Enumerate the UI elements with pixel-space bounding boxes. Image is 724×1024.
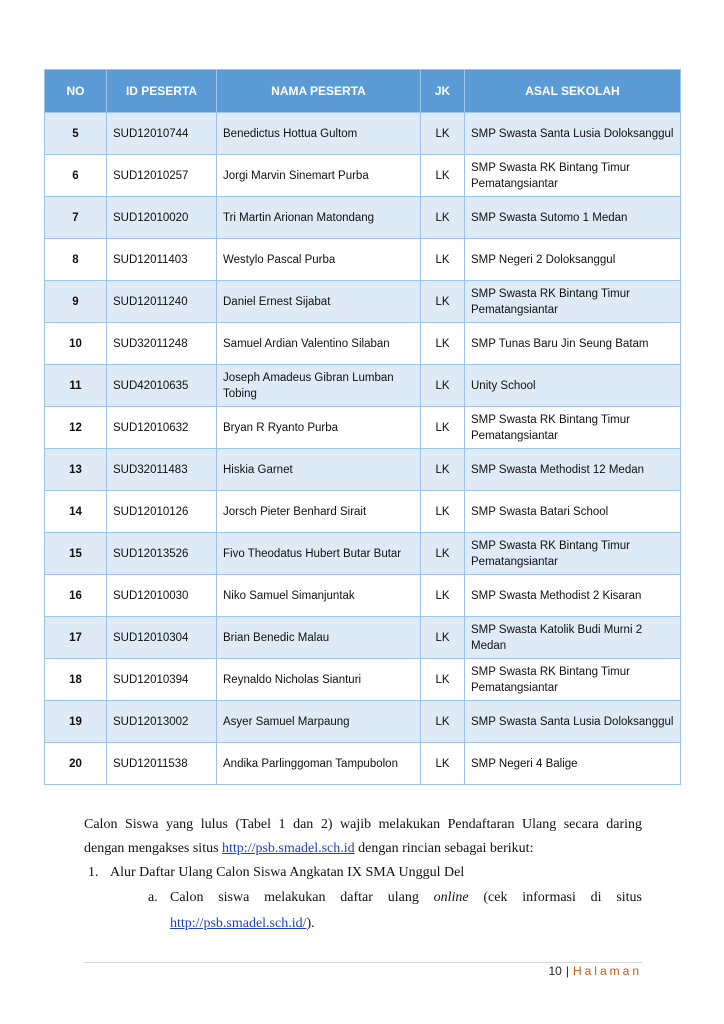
cell-no: 13 [45, 449, 107, 491]
cell-id-peserta: SUD42010635 [107, 365, 217, 407]
list-item-1-number: 1. [88, 865, 99, 880]
participants-table-container [44, 69, 680, 785]
cell-no: 8 [45, 239, 107, 281]
cell-nama-peserta: Tri Martin Arionan Matondang [217, 197, 421, 239]
paragraph-line-2-start: dengan mengakses situs [84, 841, 223, 856]
cell-jk: LK [421, 491, 465, 533]
cell-jk: LK [421, 155, 465, 197]
cell-nama-peserta: Daniel Ernest Sijabat [217, 281, 421, 323]
cell-id-peserta: SUD12011538 [107, 743, 217, 785]
cell-no: 16 [45, 575, 107, 617]
cell-nama-peserta: Jorgi Marvin Sinemart Purba [217, 155, 421, 197]
table-row [45, 575, 681, 617]
cell-nama-peserta: Niko Samuel Simanjuntak [217, 575, 421, 617]
table-row [45, 155, 681, 197]
cell-no: 20 [45, 743, 107, 785]
cell-no: 10 [45, 323, 107, 365]
cell-nama-peserta: Bryan R Ryanto Purba [217, 407, 421, 449]
footer-divider [84, 962, 642, 963]
table-header-row [45, 70, 681, 113]
table-row [45, 743, 681, 785]
cell-asal-sekolah: SMP Swasta RK Bintang Timur Pematangsiantar [465, 533, 681, 575]
cell-asal-sekolah: SMP Swasta RK Bintang Timur Pematangsiantar [465, 281, 681, 323]
cell-asal-sekolah: SMP Swasta RK Bintang Timur Pematangsiantar [465, 155, 681, 197]
cell-asal-sekolah: SMP Swasta RK Bintang Timur Pematangsiantar [465, 659, 681, 701]
cell-jk: LK [421, 365, 465, 407]
cell-id-peserta: SUD12010126 [107, 491, 217, 533]
cell-asal-sekolah: SMP Swasta Santa Lusia Doloksanggul [465, 701, 681, 743]
participants-table [44, 69, 681, 785]
cell-no: 18 [45, 659, 107, 701]
cell-id-peserta: SUD12010030 [107, 575, 217, 617]
cell-nama-peserta: Joseph Amadeus Gibran Lumban Tobing [217, 365, 421, 407]
cell-asal-sekolah: SMP Swasta Sutomo 1 Medan [465, 197, 681, 239]
sub-item-a-label: a. [148, 890, 158, 905]
psb-site-link-2[interactable]: http://psb.smadel.sch.id/ [170, 916, 307, 931]
cell-nama-peserta: Andika Parlinggoman Tampubolon [217, 743, 421, 785]
cell-no: 19 [45, 701, 107, 743]
list-item-1 [88, 861, 464, 885]
cell-id-peserta: SUD12010744 [107, 113, 217, 155]
cell-id-peserta: SUD32011248 [107, 323, 217, 365]
cell-nama-peserta: Hiskia Garnet [217, 449, 421, 491]
cell-id-peserta: SUD12011403 [107, 239, 217, 281]
cell-jk: LK [421, 659, 465, 701]
cell-nama-peserta: Brian Benedic Malau [217, 617, 421, 659]
cell-no: 17 [45, 617, 107, 659]
cell-id-peserta: SUD12010304 [107, 617, 217, 659]
cell-nama-peserta: Reynaldo Nicholas Sianturi [217, 659, 421, 701]
cell-id-peserta: SUD12010020 [107, 197, 217, 239]
table-row [45, 323, 681, 365]
table-row [45, 281, 681, 323]
cell-jk: LK [421, 239, 465, 281]
table-row [45, 659, 681, 701]
table-row [45, 365, 681, 407]
cell-jk: LK [421, 407, 465, 449]
cell-nama-peserta: Benedictus Hottua Gultom [217, 113, 421, 155]
cell-jk: LK [421, 701, 465, 743]
page-footer [548, 964, 642, 978]
cell-asal-sekolah: SMP Swasta Methodist 12 Medan [465, 449, 681, 491]
cell-no: 12 [45, 407, 107, 449]
psb-site-link[interactable]: http://psb.smadel.sch.id [222, 841, 355, 856]
cell-asal-sekolah: Unity School [465, 365, 681, 407]
cell-jk: LK [421, 533, 465, 575]
table-row [45, 701, 681, 743]
cell-asal-sekolah: SMP Swasta Methodist 2 Kisaran [465, 575, 681, 617]
cell-id-peserta: SUD12013002 [107, 701, 217, 743]
cell-id-peserta: SUD12011240 [107, 281, 217, 323]
cell-nama-peserta: Samuel Ardian Valentino Silaban [217, 323, 421, 365]
cell-asal-sekolah: SMP Tunas Baru Jin Seung Batam [465, 323, 681, 365]
cell-asal-sekolah: SMP Swasta Santa Lusia Doloksanggul [465, 113, 681, 155]
cell-id-peserta: SUD32011483 [107, 449, 217, 491]
table-row [45, 449, 681, 491]
cell-no: 6 [45, 155, 107, 197]
page-number: 10 [548, 964, 562, 978]
cell-id-peserta: SUD12013526 [107, 533, 217, 575]
sub-item-a-close: ). [306, 916, 315, 931]
header-id-peserta: ID PESERTA [107, 70, 217, 113]
cell-nama-peserta: Jorsch Pieter Benhard Sirait [217, 491, 421, 533]
cell-no: 15 [45, 533, 107, 575]
cell-id-peserta: SUD12010632 [107, 407, 217, 449]
list-item-1-text: Alur Daftar Ulang Calon Siswa Angkatan IX SMA Unggul Del [110, 865, 465, 880]
paragraph-line-2-end: dengan rincian sebagai berikut: [354, 841, 534, 856]
cell-no: 9 [45, 281, 107, 323]
table-row [45, 239, 681, 281]
header-jk: JK [421, 70, 465, 113]
table-row [45, 617, 681, 659]
cell-jk: LK [421, 617, 465, 659]
cell-asal-sekolah: SMP Swasta Katolik Budi Murni 2 Medan [465, 617, 681, 659]
table-row [45, 407, 681, 449]
cell-id-peserta: SUD12010257 [107, 155, 217, 197]
cell-asal-sekolah: SMP Negeri 4 Balige [465, 743, 681, 785]
sub-item-a-text-end: (cek informasi di situs [468, 890, 643, 905]
table-row [45, 197, 681, 239]
cell-asal-sekolah: SMP Negeri 2 Doloksanggul [465, 239, 681, 281]
cell-jk: LK [421, 449, 465, 491]
sub-item-a-text [170, 886, 642, 910]
cell-no: 11 [45, 365, 107, 407]
cell-nama-peserta: Westylo Pascal Purba [217, 239, 421, 281]
cell-no: 5 [45, 113, 107, 155]
cell-nama-peserta: Asyer Samuel Marpaung [217, 701, 421, 743]
sub-item-a-online: online [433, 890, 469, 905]
cell-no: 7 [45, 197, 107, 239]
header-no: NO [45, 70, 107, 113]
cell-nama-peserta: Fivo Theodatus Hubert Butar Butar [217, 533, 421, 575]
sub-list-item-a [148, 886, 642, 936]
sub-item-a-text-start: Calon siswa melakukan daftar ulang [170, 890, 434, 905]
cell-jk: LK [421, 281, 465, 323]
cell-no: 14 [45, 491, 107, 533]
cell-asal-sekolah: SMP Swasta RK Bintang Timur Pematangsiantar [465, 407, 681, 449]
cell-jk: LK [421, 743, 465, 785]
paragraph-line-1: Calon Siswa yang lulus (Tabel 1 dan 2) wajib melakukan Pendaftaran Ulang secara daring [84, 817, 642, 832]
table-body [45, 113, 681, 785]
header-asal-sekolah: ASAL SEKOLAH [465, 70, 681, 113]
table-row [45, 491, 681, 533]
footer-separator: | [565, 964, 569, 978]
header-nama-peserta: NAMA PESERTA [217, 70, 421, 113]
cell-jk: LK [421, 575, 465, 617]
table-row [45, 533, 681, 575]
cell-jk: LK [421, 197, 465, 239]
cell-id-peserta: SUD12010394 [107, 659, 217, 701]
cell-asal-sekolah: SMP Swasta Batari School [465, 491, 681, 533]
footer-label: Halaman [572, 964, 642, 978]
table-row [45, 113, 681, 155]
cell-jk: LK [421, 113, 465, 155]
registration-paragraph [84, 813, 642, 861]
cell-jk: LK [421, 323, 465, 365]
